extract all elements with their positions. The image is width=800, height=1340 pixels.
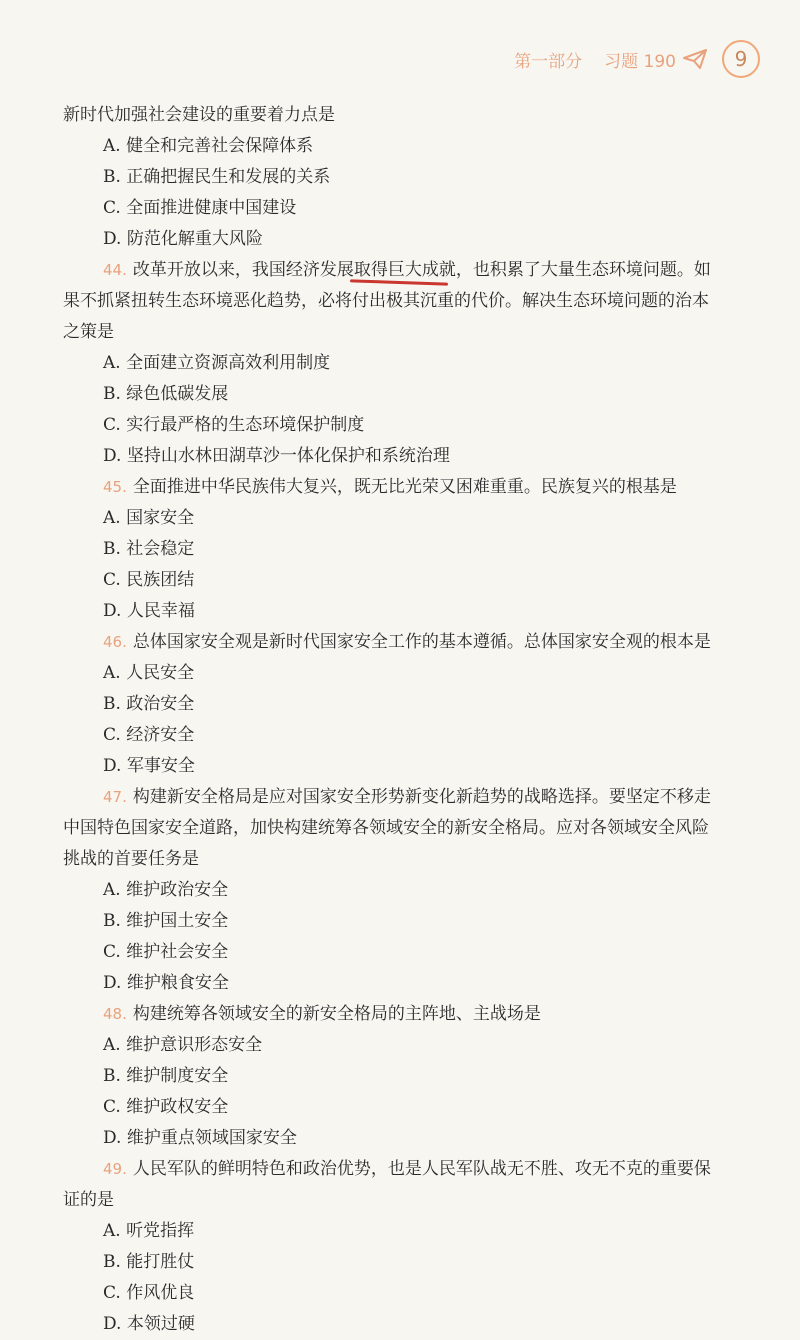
options xyxy=(63,875,713,999)
option-d: D. 军事安全 xyxy=(103,756,195,776)
question-list xyxy=(63,100,713,1340)
option-d: D. 维护粮食安全 xyxy=(103,973,229,993)
options xyxy=(63,658,713,782)
option-c: C. 民族团结 xyxy=(103,570,195,590)
question-number: 47. xyxy=(103,788,127,806)
option-d: D. 人民幸福 xyxy=(103,601,195,621)
exercise-label: 习题 190 xyxy=(604,51,676,72)
option-d: D. 防范化解重大风险 xyxy=(103,229,263,249)
options xyxy=(63,503,713,627)
option-b: B. 维护国土安全 xyxy=(103,911,229,931)
options xyxy=(63,131,713,255)
options xyxy=(63,348,713,472)
option-b: B. 社会稳定 xyxy=(103,539,195,559)
option-a: A. 维护政治安全 xyxy=(103,880,229,900)
option-b: B. 维护制度安全 xyxy=(103,1066,229,1086)
section-label: 第一部分 xyxy=(514,51,583,72)
question-text xyxy=(63,1154,713,1216)
question-text xyxy=(63,782,713,875)
option-c: C. 维护政权安全 xyxy=(103,1097,229,1117)
option-c: C. 经济安全 xyxy=(103,725,195,745)
paper-plane-icon xyxy=(682,48,708,70)
option-a: A. 国家安全 xyxy=(103,508,195,528)
question-item xyxy=(63,472,713,627)
question-stem: 总体国家安全观是新时代国家安全工作的基本遵循。总体国家安全观的根本是 xyxy=(132,632,711,652)
question-text xyxy=(63,627,713,658)
question-text xyxy=(63,100,713,131)
page-number: 9 xyxy=(722,40,760,78)
option-d: D. 维护重点领域国家安全 xyxy=(103,1128,297,1148)
option-a: A. 全面建立资源高效利用制度 xyxy=(103,353,331,373)
question-text xyxy=(63,255,713,348)
option-d: D. 坚持山水林田湖草沙一体化保护和系统治理 xyxy=(103,446,450,466)
question-text xyxy=(63,999,713,1030)
question-number: 46. xyxy=(103,633,127,651)
options xyxy=(63,1030,713,1154)
question-item xyxy=(63,1154,713,1340)
question-stem: 新时代加强社会建设的重要着力点是 xyxy=(63,105,335,125)
question-text xyxy=(63,472,713,503)
question-item xyxy=(63,255,713,472)
option-c: C. 全面推进健康中国建设 xyxy=(103,198,297,218)
options xyxy=(63,1216,713,1340)
question-item xyxy=(63,100,713,255)
question-number: 45. xyxy=(103,478,127,496)
option-a: A. 听党指挥 xyxy=(103,1221,195,1241)
option-b: B. 正确把握民生和发展的关系 xyxy=(103,167,331,187)
option-b: B. 能打胜仗 xyxy=(103,1252,195,1272)
question-number: 49. xyxy=(103,1160,127,1178)
question-item xyxy=(63,782,713,999)
page-header xyxy=(514,40,760,78)
option-c: C. 维护社会安全 xyxy=(103,942,229,962)
question-item xyxy=(63,999,713,1154)
option-a: A. 维护意识形态安全 xyxy=(103,1035,263,1055)
question-number: 48. xyxy=(103,1005,127,1023)
option-a: A. 健全和完善社会保障体系 xyxy=(103,136,314,156)
question-stem: 全面推进中华民族伟大复兴，既无比光荣又困难重重。民族复兴的根基是 xyxy=(132,477,677,497)
option-b: B. 绿色低碳发展 xyxy=(103,384,229,404)
option-c: C. 作风优良 xyxy=(103,1283,195,1303)
question-stem: 构建统筹各领域安全的新安全格局的主阵地、主战场是 xyxy=(132,1004,541,1024)
question-number: 44. xyxy=(103,261,127,279)
question-stem: 改革开放以来，我国经济发展取得巨大成就，也积累了大量生态环境问题。如果不抓紧扭转生态环境恶化趋势，必将付出极其沉重的代价。解决生态环境问题的治本之策是 xyxy=(63,260,711,342)
option-b: B. 政治安全 xyxy=(103,694,195,714)
question-item xyxy=(63,627,713,782)
option-a: A. 人民安全 xyxy=(103,663,195,683)
option-c: C. 实行最严格的生态环境保护制度 xyxy=(103,415,365,435)
question-stem: 人民军队的鲜明特色和政治优势，也是人民军队战无不胜、攻无不克的重要保证的是 xyxy=(63,1159,711,1210)
question-stem: 构建新安全格局是应对国家安全形势新变化新趋势的战略选择。要坚定不移走中国特色国家安全道路，加快构建统筹各领域安全的新安全格局。应对各领域安全风险挑战的首要任务是 xyxy=(63,787,711,869)
option-d: D. 本领过硬 xyxy=(103,1314,195,1334)
